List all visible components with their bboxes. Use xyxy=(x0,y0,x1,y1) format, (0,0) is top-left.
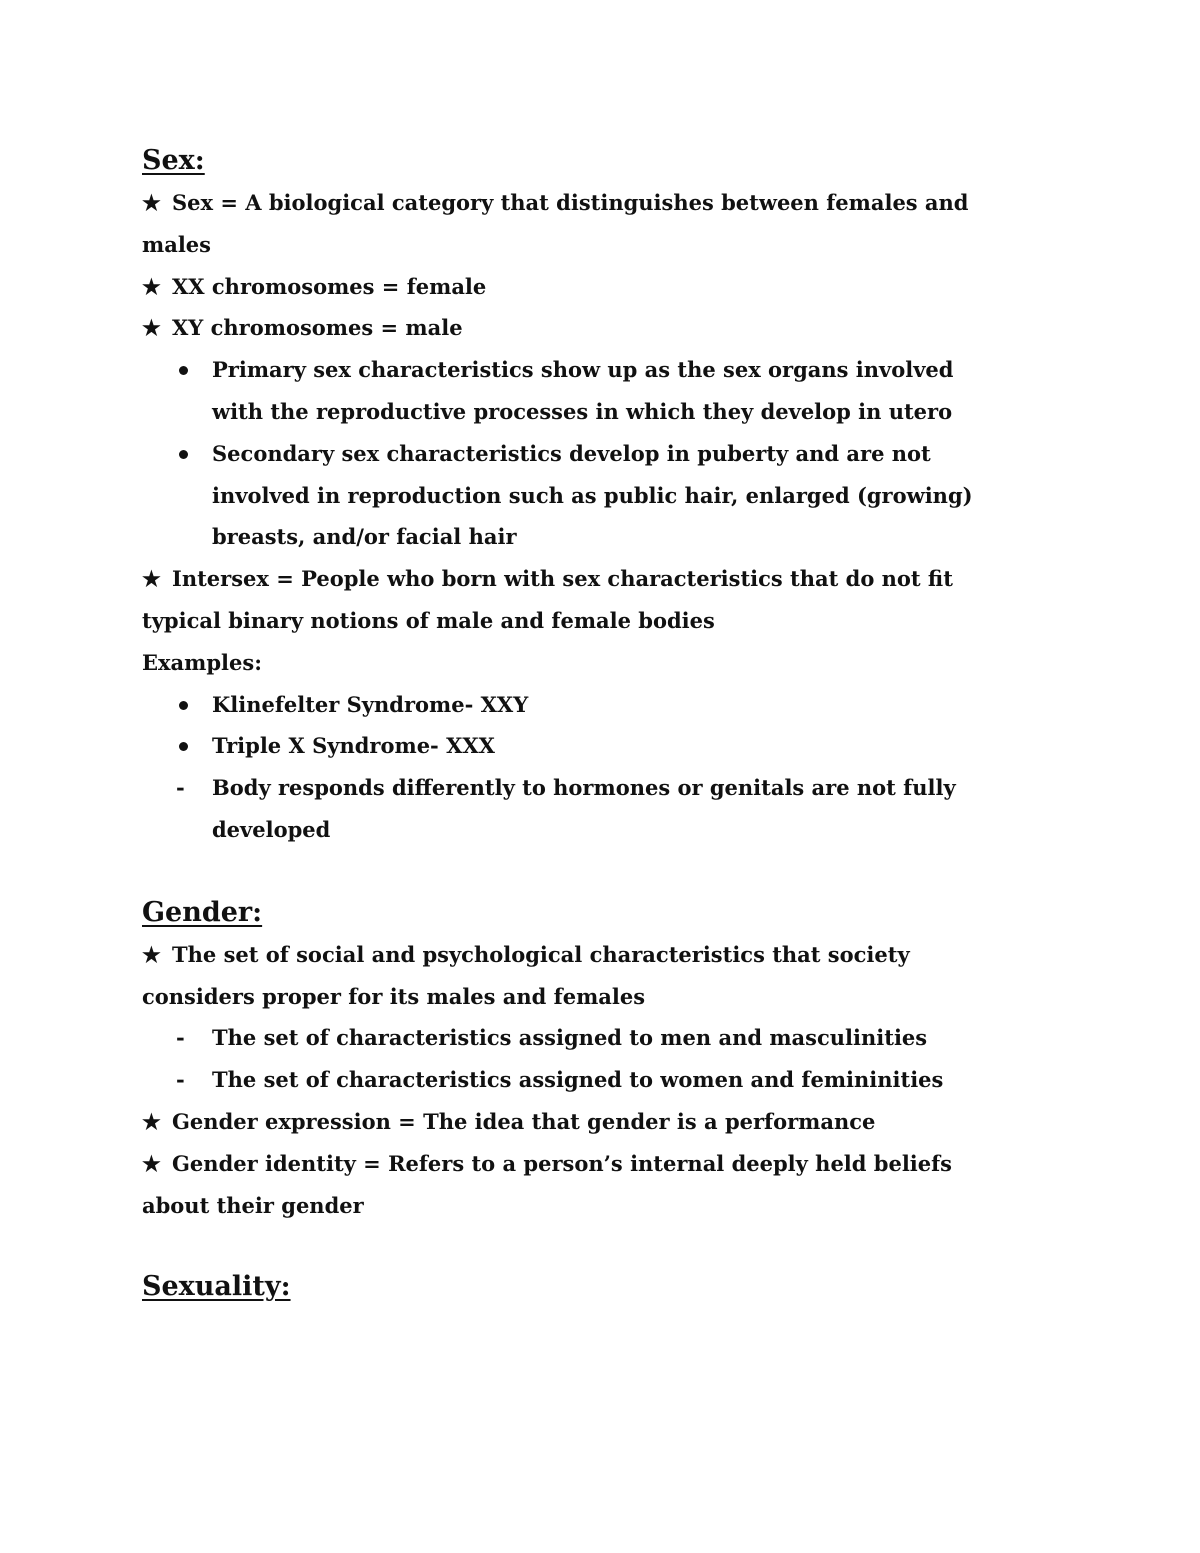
bullet-sex-definition xyxy=(142,182,1022,224)
heading-gender: Gender: xyxy=(142,896,263,928)
line-text: XY chromosomes = male xyxy=(172,315,463,341)
line-text: Sex = A biological category that distinguishes between females and xyxy=(172,190,969,215)
bullet-gender-definition-continued: considers proper for its males and females xyxy=(142,983,646,1009)
star-icon: ★ xyxy=(142,1108,161,1134)
line-text: Gender identity = Refers to a person’s internal deeply held beliefs xyxy=(172,1150,952,1176)
dash-marker: - xyxy=(176,775,185,801)
bullet-gender-definition xyxy=(142,934,1022,976)
dash-men xyxy=(142,1017,1022,1059)
star-icon: ★ xyxy=(142,190,161,215)
bullet-xx xyxy=(142,266,1022,308)
line-text: developed xyxy=(212,816,331,842)
sub-bullet-secondary xyxy=(142,433,1022,558)
bullet-gender-identity xyxy=(142,1143,1022,1185)
bullet-intersex xyxy=(142,558,1022,600)
bullet-intersex-continued: typical binary notions of male and female bodies xyxy=(142,607,715,633)
dash-marker: - xyxy=(176,1067,185,1093)
line-text: Intersex = People who born with sex characteristics that do not fit xyxy=(172,566,953,592)
document-page xyxy=(142,140,1022,1308)
heading-sexuality: Sexuality: xyxy=(142,1271,291,1303)
example-body-responds xyxy=(142,767,1022,851)
line-text: involved in reproduction such as public hair, enlarged (growing) xyxy=(212,482,973,508)
example-triple-x xyxy=(142,725,1022,767)
sub-bullet-primary xyxy=(142,349,1022,433)
line-text: Secondary sex characteristics develop in puberty and are not xyxy=(212,440,931,466)
section-spacer xyxy=(142,851,1022,892)
line-text: with the reproductive processes in which they develop in utero xyxy=(212,398,953,424)
line-text: Triple X Syndrome- XXX xyxy=(212,733,495,759)
examples-label: Examples: xyxy=(142,649,262,675)
line-text: XX chromosomes = female xyxy=(172,273,487,299)
dash-marker: - xyxy=(176,1025,185,1051)
line-text: The set of characteristics assigned to women and femininities xyxy=(212,1067,944,1093)
section-spacer xyxy=(142,1226,1022,1266)
star-icon: ★ xyxy=(142,273,161,299)
dash-women xyxy=(142,1059,1022,1101)
line-text: Gender expression = The idea that gender is a performance xyxy=(172,1108,876,1134)
star-icon: ★ xyxy=(142,315,161,341)
heading-sex: Sex: xyxy=(142,145,205,176)
line-text: Body responds differently to hormones or genitals are not fully xyxy=(212,775,956,801)
line-text: Klinefelter Syndrome- XXY xyxy=(212,691,529,717)
bullet-gender-expression xyxy=(142,1101,1022,1143)
star-icon: ★ xyxy=(142,941,161,967)
bullet-gender-identity-continued: about their gender xyxy=(142,1192,364,1218)
star-icon: ★ xyxy=(142,1150,161,1176)
bullet-sex-definition-continued: males xyxy=(142,231,211,257)
bullet-xy xyxy=(142,307,1022,349)
line-text: breasts, and/or facial hair xyxy=(212,524,517,550)
line-text: The set of characteristics assigned to men and masculinities xyxy=(212,1025,928,1051)
example-klinefelter xyxy=(142,684,1022,726)
line-text: The set of social and psychological characteristics that society xyxy=(172,941,910,967)
line-text: Primary sex characteristics show up as the sex organs involved xyxy=(212,357,954,383)
star-icon: ★ xyxy=(142,566,161,592)
